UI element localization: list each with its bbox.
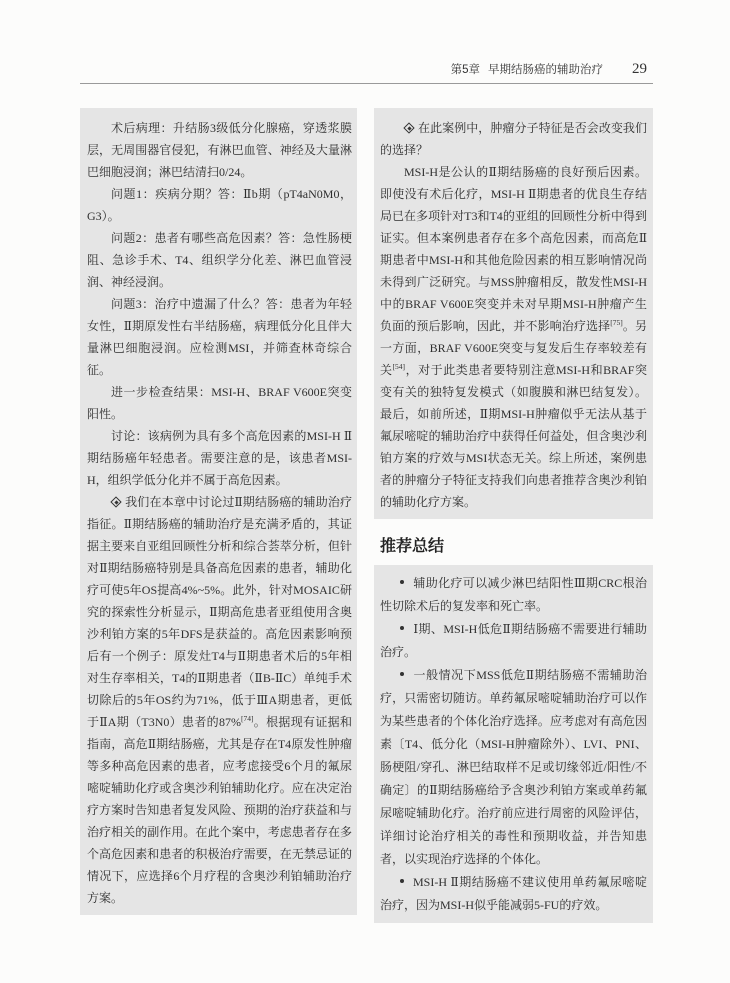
summary-heading: 推荐总结 (380, 538, 445, 555)
chapter-number: 第5章 (450, 64, 480, 76)
bullet-icon (398, 577, 413, 587)
running-head (451, 61, 603, 79)
question-3-paragraph: 问题3：治疗中遗漏了什么？答：患者为年轻女性，Ⅱ期原发性右半结肠癌，病理低分化且伴大量淋巴细胞浸润。应检测MSI，并筛查林奇综合征。 (87, 297, 352, 377)
summary-bullet (380, 618, 647, 664)
case-discussion-box (80, 108, 357, 915)
summary-bullet-text: Ⅰ期、MSI-H低危Ⅱ期结肠癌不需要进行辅助治疗。 (380, 622, 647, 659)
indication-text: 我们在本章中讨论过Ⅱ期结肠癌的辅助治疗指征。Ⅱ期结肠癌的辅助治疗是充满矛盾的，其证据主要来自亚组回顾性分析和综合荟萃分析，但针对Ⅱ期结肠癌特别是具备高危因素的患者，辅助化疗可使5年OS提高4%~5%。此外，针对MOSAIC研究的探索性分析显示，Ⅱ期高危患者亚组使用含奥沙利铂方案的5年DFS是获益的。高危因素影响预后有一个例子：原发灶T4与Ⅱ期患者术后的5年相对生存率相关，T4的Ⅱ期患者（ⅡB-ⅡC）单纯手术切除后的5年OS约为71%，低于ⅢA期患者，更低于ⅡA期（T3N0）患者的87% (87, 495, 352, 729)
reference-citation: [54] (392, 362, 406, 371)
diamond-marker-icon (404, 123, 418, 133)
bullet-icon (398, 623, 413, 633)
pathology-paragraph: 术后病理：升结肠3级低分化腺癌，穿透浆膜层，无周围器官侵犯，有淋巴血管、神经及大量淋巴细胞浸润；淋巴结清扫0/24。 (87, 121, 352, 179)
molecular-question-text: 在此案例中，肿瘤分子特征是否会改变我们的选择？ (380, 121, 647, 157)
molecular-question-paragraph (380, 117, 647, 161)
bullet-icon (398, 876, 413, 886)
bullet-icon (398, 669, 413, 679)
reference-citation: [75] (610, 318, 623, 327)
diamond-marker-icon (111, 497, 125, 507)
summary-box (374, 565, 653, 923)
summary-bullet (380, 572, 647, 618)
indication-text-continued: 。根据现有证据和指南，高危Ⅱ期结肠癌，尤其是存在T4原发性肿瘤等多种高危因素的患者，应考虑接受6个月的氟尿嘧啶辅助化疗或含奥沙利铂辅助化疗。应在决定治疗方案时告知患者复发风险、预期的治疗获益和与治疗相关的副作用。在此个案中，考虑患者存在多个高危因素和患者的积极治疗需要，在无禁忌证的情况下，应选择6个月疗程的含奥沙利铂辅助治疗方案。 (87, 715, 352, 905)
molecular-features-box (374, 108, 653, 519)
summary-bullet-text: 一般情况下MSS低危Ⅱ期结肠癌不需辅助治疗，只需密切随访。单药氟尿嘧啶辅助治疗可以作为某些患者的个体化治疗选择。应考虑对有高危因素〔T4、低分化（MSI-H肿瘤除外）、LVI、PNI、肠梗阻/穿孔、淋巴结取样不足或切缘邻近/阳性/不确定〕的Ⅱ期结肠癌给予含奥沙利铂方案或单药氟尿嘧啶辅助化疗。治疗前应进行周密的风险评估，详细讨论治疗相关的毒性和预期收益，并告知患者，以实现治疗选择的个体化。 (380, 668, 647, 866)
question-2-paragraph: 问题2：患者有哪些高危因素？答：急性肠梗阻、急诊手术、T4、组织学分化差、淋巴血管浸润、神经浸润。 (87, 231, 352, 289)
page-number: 29 (632, 61, 647, 77)
adjuvant-indication-paragraph (87, 491, 352, 909)
molecular-answer-text-end: ，对于此类患者要特别注意MSI-H和BRAF突变有关的独特复发模式（如腹膜和淋巴结复发）。最后，如前所述，Ⅱ期MSI-H肿瘤似乎无法从基于氟尿嘧啶的辅助治疗中获得任何益处，但含奥沙利铂方案的疗效与MSI状态无关。综上所述，案例患者的肿瘤分子特征支持我们向患者推荐含奥沙利铂的辅助化疗方案。 (380, 363, 647, 509)
header-rule (80, 83, 653, 84)
molecular-answer-paragraph (380, 161, 647, 513)
reference-citation: [74] (240, 714, 254, 723)
summary-bullet (380, 871, 647, 917)
discussion-paragraph: 讨论：该病例为具有多个高危因素的MSI-H Ⅱ期结肠癌年轻患者。需要注意的是，该患者MSI-H，组织学低分化并不属于高危因素。 (87, 429, 352, 487)
molecular-answer-text-continued: 。另一方面，BRAF V600E突变与复发后生存率较差有关 (380, 319, 647, 377)
summary-bullet-text: 辅助化疗可以减少淋巴结阳性Ⅲ期CRC根治性切除术后的复发率和死亡率。 (380, 576, 647, 613)
further-tests-paragraph: 进一步检查结果：MSI-H、BRAF V600E突变阳性。 (87, 385, 352, 421)
question-1-paragraph: 问题1：疾病分期？答：Ⅱb期（pT4aN0M0，G3）。 (87, 187, 352, 223)
summary-bullet (380, 664, 647, 871)
molecular-answer-text: MSI-H是公认的Ⅱ期结肠癌的良好预后因素。即使没有术后化疗，MSI-H Ⅱ期患者的优良生存结局已在多项针对T3和T4的亚组的回顾性分析中得到证实。但本案例患者存在多个高危因素，而高危Ⅱ期患者中MSI-H和其他危险因素的相互影响情况尚未得到广泛研究。与MSS肿瘤相反，散发性MSI-H中的BRAF V600E突变并未对早期MSI-H肿瘤产生负面的预后影响，因此，并不影响治疗选择 (380, 165, 647, 333)
chapter-title: 早期结肠癌的辅助治疗 (488, 64, 603, 76)
summary-bullet-text: MSI-H Ⅱ期结肠癌不建议使用单药氟尿嘧啶治疗，因为MSI-H似乎能减弱5-FU的疗效。 (380, 875, 647, 912)
right-column (374, 108, 653, 923)
